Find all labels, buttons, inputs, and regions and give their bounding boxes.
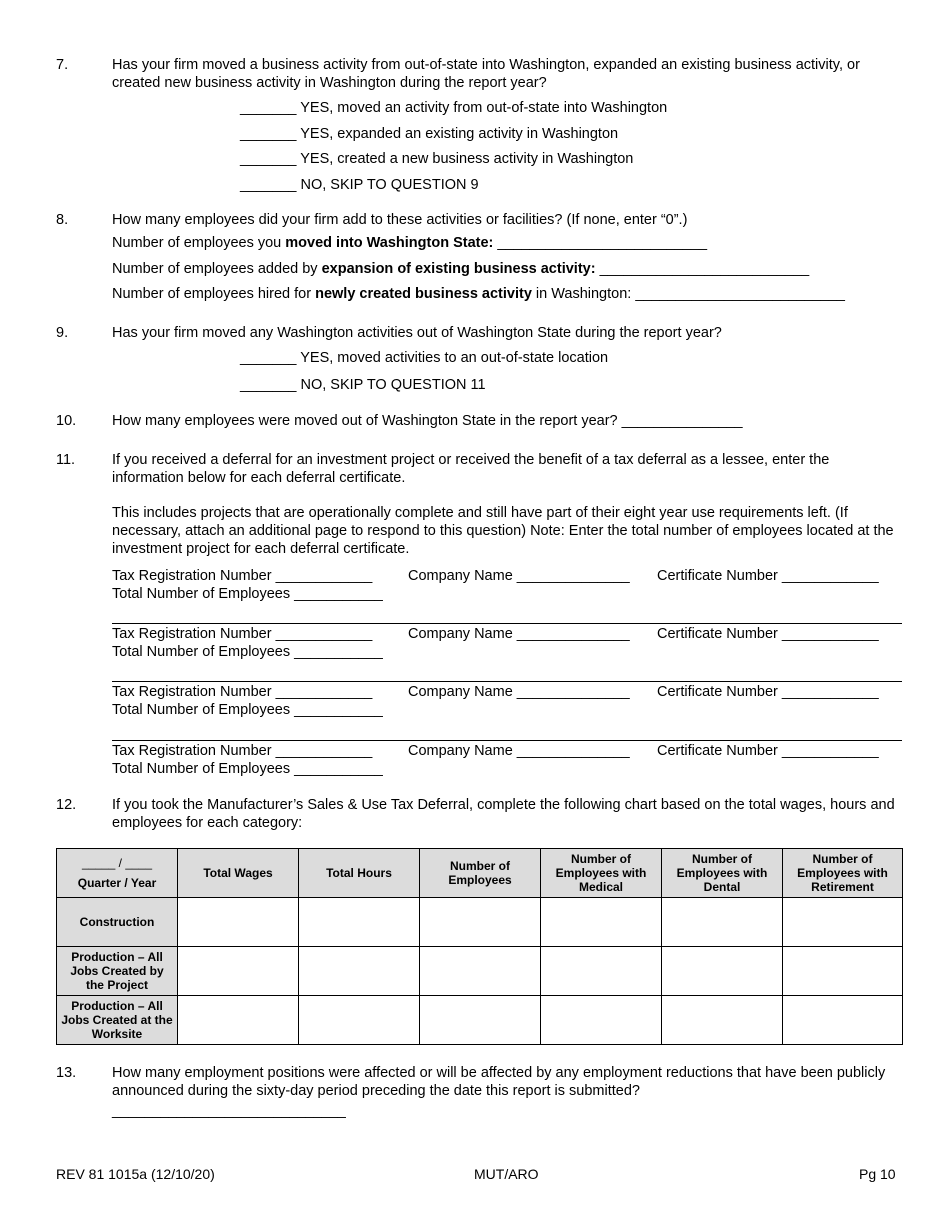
column-header: Total Wages: [178, 849, 299, 898]
table-cell[interactable]: [662, 898, 783, 947]
footer-form-number: REV 81 1015a (12/10/20): [56, 1166, 215, 1182]
total-employees-field[interactable]: Total Number of Employees ___________: [112, 702, 383, 718]
table-cell[interactable]: [420, 947, 541, 996]
q7-option-blank: _______: [240, 151, 297, 167]
column-header: Total Hours: [299, 849, 420, 898]
q7-option-3[interactable]: [240, 150, 633, 168]
entry-divider: [112, 681, 902, 682]
q12-number: 12.: [56, 797, 77, 813]
row-header: Construction: [57, 898, 178, 947]
footer-form-code: MUT/ARO: [474, 1166, 539, 1182]
q11-note: This includes projects that are operationally complete and still have part of their eight year use requirements left. (If necessary, attach an additional page to respond to this question) Note: Enter the total number of employees located at the investment project for each deferral certificate.: [112, 505, 894, 557]
table-cell[interactable]: [541, 898, 662, 947]
table-cell[interactable]: [299, 996, 420, 1045]
q10-number: 10.: [56, 413, 77, 429]
q7-option-2[interactable]: [240, 125, 618, 143]
total-employees-field[interactable]: Total Number of Employees ___________: [112, 644, 383, 660]
entry-divider: [112, 623, 902, 624]
certificate-number-field[interactable]: Certificate Number ____________: [657, 568, 879, 584]
q8-line3-pre: Number of employees hired for: [112, 286, 316, 302]
q8-line3-post: in Washington:: [531, 286, 636, 302]
tax-registration-field[interactable]: Tax Registration Number ____________: [112, 684, 373, 700]
q13-number: 13.: [56, 1065, 77, 1081]
tax-registration-field[interactable]: Tax Registration Number ____________: [112, 568, 373, 584]
q7-option-1[interactable]: [240, 99, 667, 117]
deferral-chart: [56, 848, 903, 1045]
table-cell[interactable]: [178, 947, 299, 996]
q9-option-blank: _______: [240, 350, 297, 366]
q13-answer-blank[interactable]: _____________________________: [112, 1103, 346, 1119]
q8-line3-blank: __________________________: [635, 286, 845, 302]
table-cell[interactable]: [420, 898, 541, 947]
table-cell[interactable]: [299, 947, 420, 996]
q9-option-2[interactable]: [240, 376, 486, 394]
q8-new-activity-line[interactable]: [112, 285, 845, 303]
tax-registration-field[interactable]: Tax Registration Number ____________: [112, 743, 373, 759]
company-name-field[interactable]: Company Name ______________: [408, 684, 630, 700]
q8-line2-pre: Number of employees added by: [112, 261, 322, 277]
table-row: [57, 947, 903, 996]
table-cell[interactable]: [541, 947, 662, 996]
q8-line2-blank: __________________________: [595, 261, 810, 277]
column-header: Number of Employees with Medical: [541, 849, 662, 898]
row-header: Production – All Jobs Created by the Project: [57, 947, 178, 996]
q13-text: How many employment positions were affected or will be affected by any employment reductions that have been publicly announced during the sixty-day period preceding the date this report is submitted?: [112, 1065, 886, 1099]
q7-number: 7.: [56, 57, 69, 73]
table-cell[interactable]: [541, 996, 662, 1045]
q8-expansion-line[interactable]: [112, 260, 809, 278]
table-row: [57, 996, 903, 1045]
table-cell[interactable]: [178, 898, 299, 947]
q8-line1-bold: moved into Washington State:: [285, 235, 494, 251]
table-cell[interactable]: [783, 947, 903, 996]
q8-moved-in-line[interactable]: [112, 234, 707, 252]
q8-line1-blank: __________________________: [493, 235, 708, 251]
q7-option-label: YES, created a new business activity in Washington: [300, 151, 634, 167]
table-cell[interactable]: [662, 996, 783, 1045]
table-cell[interactable]: [420, 996, 541, 1045]
certificate-number-field[interactable]: Certificate Number ____________: [657, 626, 879, 642]
q11-text: If you received a deferral for an investment project or received the benefit of a tax deferral as a lessee, enter the information below for each deferral certificate.: [112, 452, 830, 486]
q8-number: 8.: [56, 212, 69, 228]
quarter-year-blank: _____ / ____: [81, 856, 153, 870]
q9-option-blank: _______: [240, 377, 297, 393]
tax-registration-field[interactable]: Tax Registration Number ____________: [112, 626, 373, 642]
q8-line2-bold: expansion of existing business activity:: [321, 261, 596, 277]
q10-text[interactable]: How many employees were moved out of Washington State in the report year? _______________: [112, 413, 743, 429]
q7-text: Has your firm moved a business activity from out-of-state into Washington, expanded an existing business activity, or created new business activity in Washington during the report year?: [112, 57, 860, 91]
q7-option-blank: _______: [240, 126, 297, 142]
q9-number: 9.: [56, 325, 69, 341]
quarter-year-label: Quarter / Year: [77, 876, 157, 890]
q7-option-label: YES, expanded an existing activity in Washington: [300, 126, 619, 142]
q9-option-label: NO, SKIP TO QUESTION 11: [300, 377, 486, 393]
column-header: Number of Employees with Dental: [662, 849, 783, 898]
q7-option-label: YES, moved an activity from out-of-state into Washington: [300, 100, 668, 116]
table-cell[interactable]: [783, 996, 903, 1045]
q8-text: How many employees did your firm add to these activities or facilities? (If none, enter “0”.): [112, 212, 688, 228]
quarter-year-header[interactable]: [57, 849, 178, 898]
entry-divider: [112, 740, 902, 741]
total-employees-field[interactable]: Total Number of Employees ___________: [112, 761, 383, 777]
q8-line3-bold: newly created business activity: [315, 286, 532, 302]
q8-line1-pre: Number of employees you: [112, 235, 286, 251]
q12-text: If you took the Manufacturer’s Sales & Use Tax Deferral, complete the following chart based on the total wages, hours and employees for each category:: [112, 797, 895, 831]
q7-option-blank: _______: [240, 100, 297, 116]
table-cell[interactable]: [662, 947, 783, 996]
certificate-number-field[interactable]: Certificate Number ____________: [657, 684, 879, 700]
company-name-field[interactable]: Company Name ______________: [408, 626, 630, 642]
table-cell[interactable]: [178, 996, 299, 1045]
footer-page-number: Pg 10: [859, 1166, 896, 1182]
company-name-field[interactable]: Company Name ______________: [408, 568, 630, 584]
table-cell[interactable]: [783, 898, 903, 947]
q7-option-blank: _______: [240, 177, 297, 193]
q7-option-label: NO, SKIP TO QUESTION 9: [300, 177, 479, 193]
table-row: [57, 898, 903, 947]
q11-number: 11.: [56, 452, 76, 468]
company-name-field[interactable]: Company Name ______________: [408, 743, 630, 759]
q9-text: Has your firm moved any Washington activities out of Washington State during the report year?: [112, 325, 722, 341]
total-employees-field[interactable]: Total Number of Employees ___________: [112, 586, 383, 602]
q7-option-4[interactable]: [240, 176, 479, 194]
column-header: Number of Employees: [420, 849, 541, 898]
column-header: Number of Employees with Retirement: [783, 849, 903, 898]
table-cell[interactable]: [299, 898, 420, 947]
row-header: Production – All Jobs Created at the Worksite: [57, 996, 178, 1045]
q9-option-label: YES, moved activities to an out-of-state location: [300, 350, 609, 366]
certificate-number-field[interactable]: Certificate Number ____________: [657, 743, 879, 759]
q9-option-1[interactable]: [240, 349, 608, 367]
